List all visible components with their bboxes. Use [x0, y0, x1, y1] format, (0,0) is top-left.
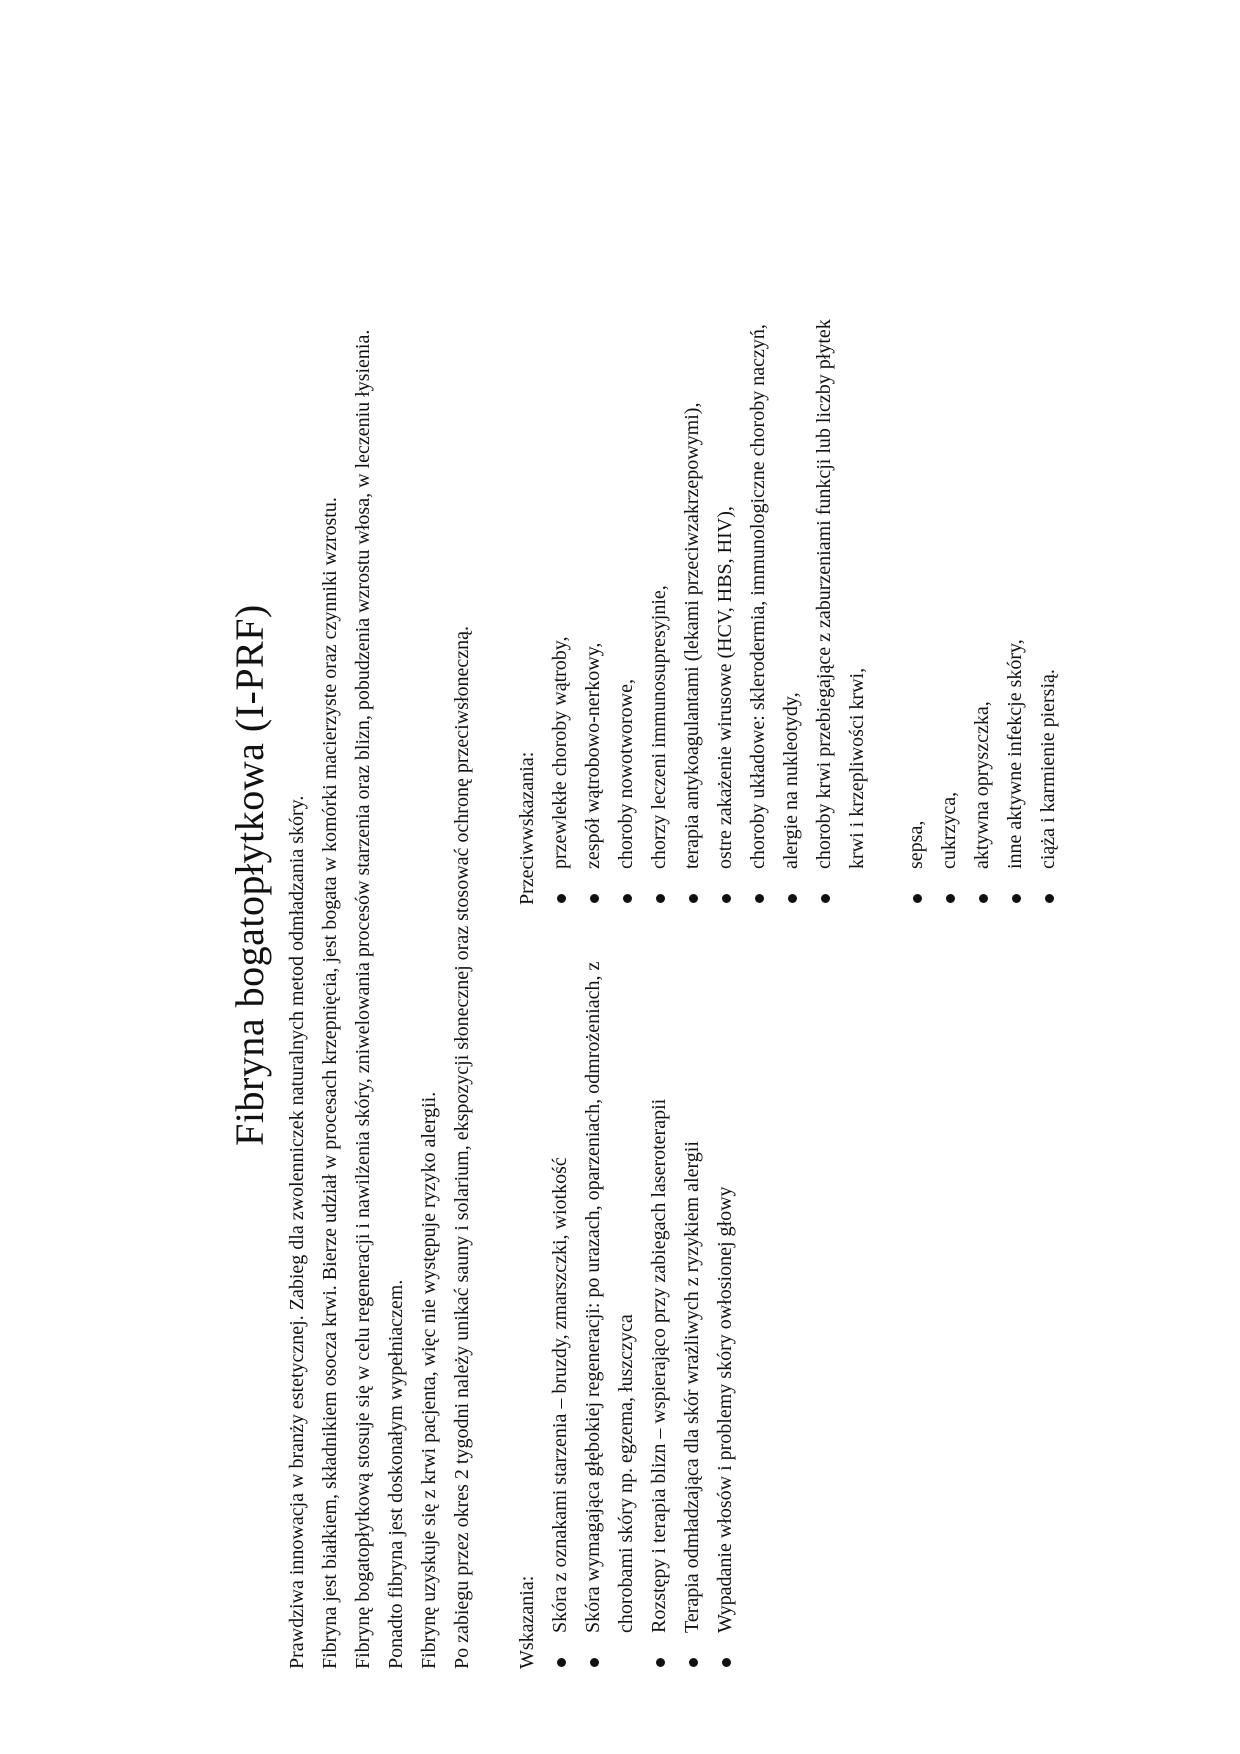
list-item — [808, 55, 841, 905]
list-item — [966, 55, 999, 905]
intro-paragraph: Fibrynę uzyskuje się z krwi pacjenta, więc nie występuje ryzyko alergii. — [418, 1091, 440, 1669]
contraindications-heading: Przeciwwskazania: — [516, 751, 538, 905]
list-item — [544, 949, 577, 1669]
bullet-icon — [656, 1658, 665, 1667]
list-item-text: krwi i krzepliwości krwi, — [846, 667, 868, 869]
list-item-text: inne aktywne infekcje skóry, — [1004, 639, 1026, 869]
indications-section — [511, 949, 742, 1669]
bullet-icon — [623, 894, 632, 903]
list-item — [643, 55, 676, 905]
intro-paragraph: Ponadto fibryna jest doskonałym wypełniaczem. — [385, 1279, 407, 1669]
list-item-text: choroby nowotworowe, — [615, 679, 637, 869]
list-item-text: sepsa, — [905, 820, 927, 869]
intro-paragraph: Po zabiegu przez okres 2 tygodni należy unikać sauny i solarium, ekspozycji słonecznej oraz stosować ochronę przeciwsłoneczną. — [451, 626, 473, 1669]
bullet-icon — [722, 1658, 731, 1667]
bullet-icon — [557, 894, 566, 903]
list-item-text: Skóra z oznakami starzenia – bruzdy, zmarszczki, wiotkość — [549, 1157, 571, 1633]
list-item-text: ciąża i karmienie piersią. — [1037, 669, 1059, 869]
bullet-icon — [590, 894, 599, 903]
bullet-icon — [689, 1658, 698, 1667]
intro-paragraph: Fibryna jest białkiem, składnikiem osocza krwi. Bierze udział w procesach krzepnięcia, jest bogata w komórki macierzyste oraz czynniki wzrostu. — [319, 497, 341, 1669]
bullet-icon — [722, 894, 731, 903]
page-title: Fibryna bogatopłytkowa (I-PRF) — [227, 604, 272, 1146]
list-item — [676, 949, 709, 1669]
list-item-text: alergie na nukleotydy, — [780, 692, 802, 869]
list-item-text: cukrzyca, — [938, 791, 960, 869]
indications-list — [544, 949, 742, 1669]
bullet-icon — [755, 894, 764, 903]
bullet-icon — [913, 894, 922, 903]
list-item — [900, 55, 933, 905]
contraindications-section — [511, 55, 1065, 905]
list-item-text: przewlekłe choroby wątroby, — [549, 636, 571, 869]
bullet-icon — [1045, 894, 1054, 903]
list-item — [544, 55, 577, 905]
list-item — [577, 949, 643, 1669]
intro-paragraph: Fibrynę bogatopłytkową stosuje się w celu regeneracji i nawilżenia skóry, zniwelowania procesów starzenia oraz blizn, pobudzenia wzrostu włosa, w leczeniu łysienia. — [352, 329, 374, 1669]
list-item — [742, 55, 775, 905]
list-item — [709, 55, 742, 905]
rotated-page — [225, 45, 1059, 1705]
list-item — [610, 55, 643, 905]
list-item-text: Terapia odmładzająca dla skór wrażliwych z ryzykiem alergii — [681, 1141, 703, 1633]
list-item — [1032, 55, 1065, 905]
bullet-icon — [979, 894, 988, 903]
list-item-text: Rozstępy i terapia blizn – wspierająco przy zabiegach laseroterapii — [648, 1098, 670, 1633]
list-item-text: zespół wątrobowo-nerkowy, — [582, 642, 604, 869]
list-item-text: Wypadanie włosów i problemy skóry owłosionej głowy — [714, 1186, 736, 1633]
bullet-icon — [1012, 894, 1021, 903]
list-item-text: choroby układowe: sklerodermia, immunologiczne choroby naczyń, — [747, 324, 769, 869]
list-item-text: choroby krwi przebiegające z zaburzeniami funkcji lub liczby płytek — [813, 319, 835, 869]
list-item-text: chorzy leczeni immunosupresyjnie, — [648, 585, 670, 869]
intro-paragraph: Prawdziwa innowacja w branży estetycznej. Zabieg dla zwolenniczek naturalnych metod odmładzania skóry. — [286, 795, 308, 1669]
bullet-icon — [788, 894, 797, 903]
indications-heading: Wskazania: — [516, 1575, 538, 1669]
intro-text — [281, 49, 479, 1669]
list-item — [709, 949, 742, 1669]
list-item — [676, 55, 709, 905]
bullet-icon — [689, 894, 698, 903]
contraindications-list — [544, 55, 1065, 905]
bullet-icon — [821, 894, 830, 903]
list-item-text: Skóra wymagająca głębokiej regeneracji: po urazach, oparzeniach, odmrożeniach, z chorobami skóry np. egzema, łuszczyca — [582, 961, 637, 1633]
bullet-icon — [946, 894, 955, 903]
list-item — [643, 949, 676, 1669]
bullet-icon — [656, 894, 665, 903]
bullet-icon — [590, 1658, 599, 1667]
list-item-text: terapia antykoagulantami (lekami przeciwzakrzepowymi), — [681, 402, 703, 869]
list-item-continuation — [841, 55, 874, 905]
list-item — [999, 55, 1032, 905]
list-item — [577, 55, 610, 905]
list-item-text: aktywna opryszczka, — [971, 701, 993, 869]
list-item — [775, 55, 808, 905]
list-spacer — [874, 55, 900, 905]
list-item-text: ostre zakażenie wirusowe (HCV, HBS, HIV), — [714, 506, 736, 869]
bullet-icon — [557, 1658, 566, 1667]
list-item — [933, 55, 966, 905]
